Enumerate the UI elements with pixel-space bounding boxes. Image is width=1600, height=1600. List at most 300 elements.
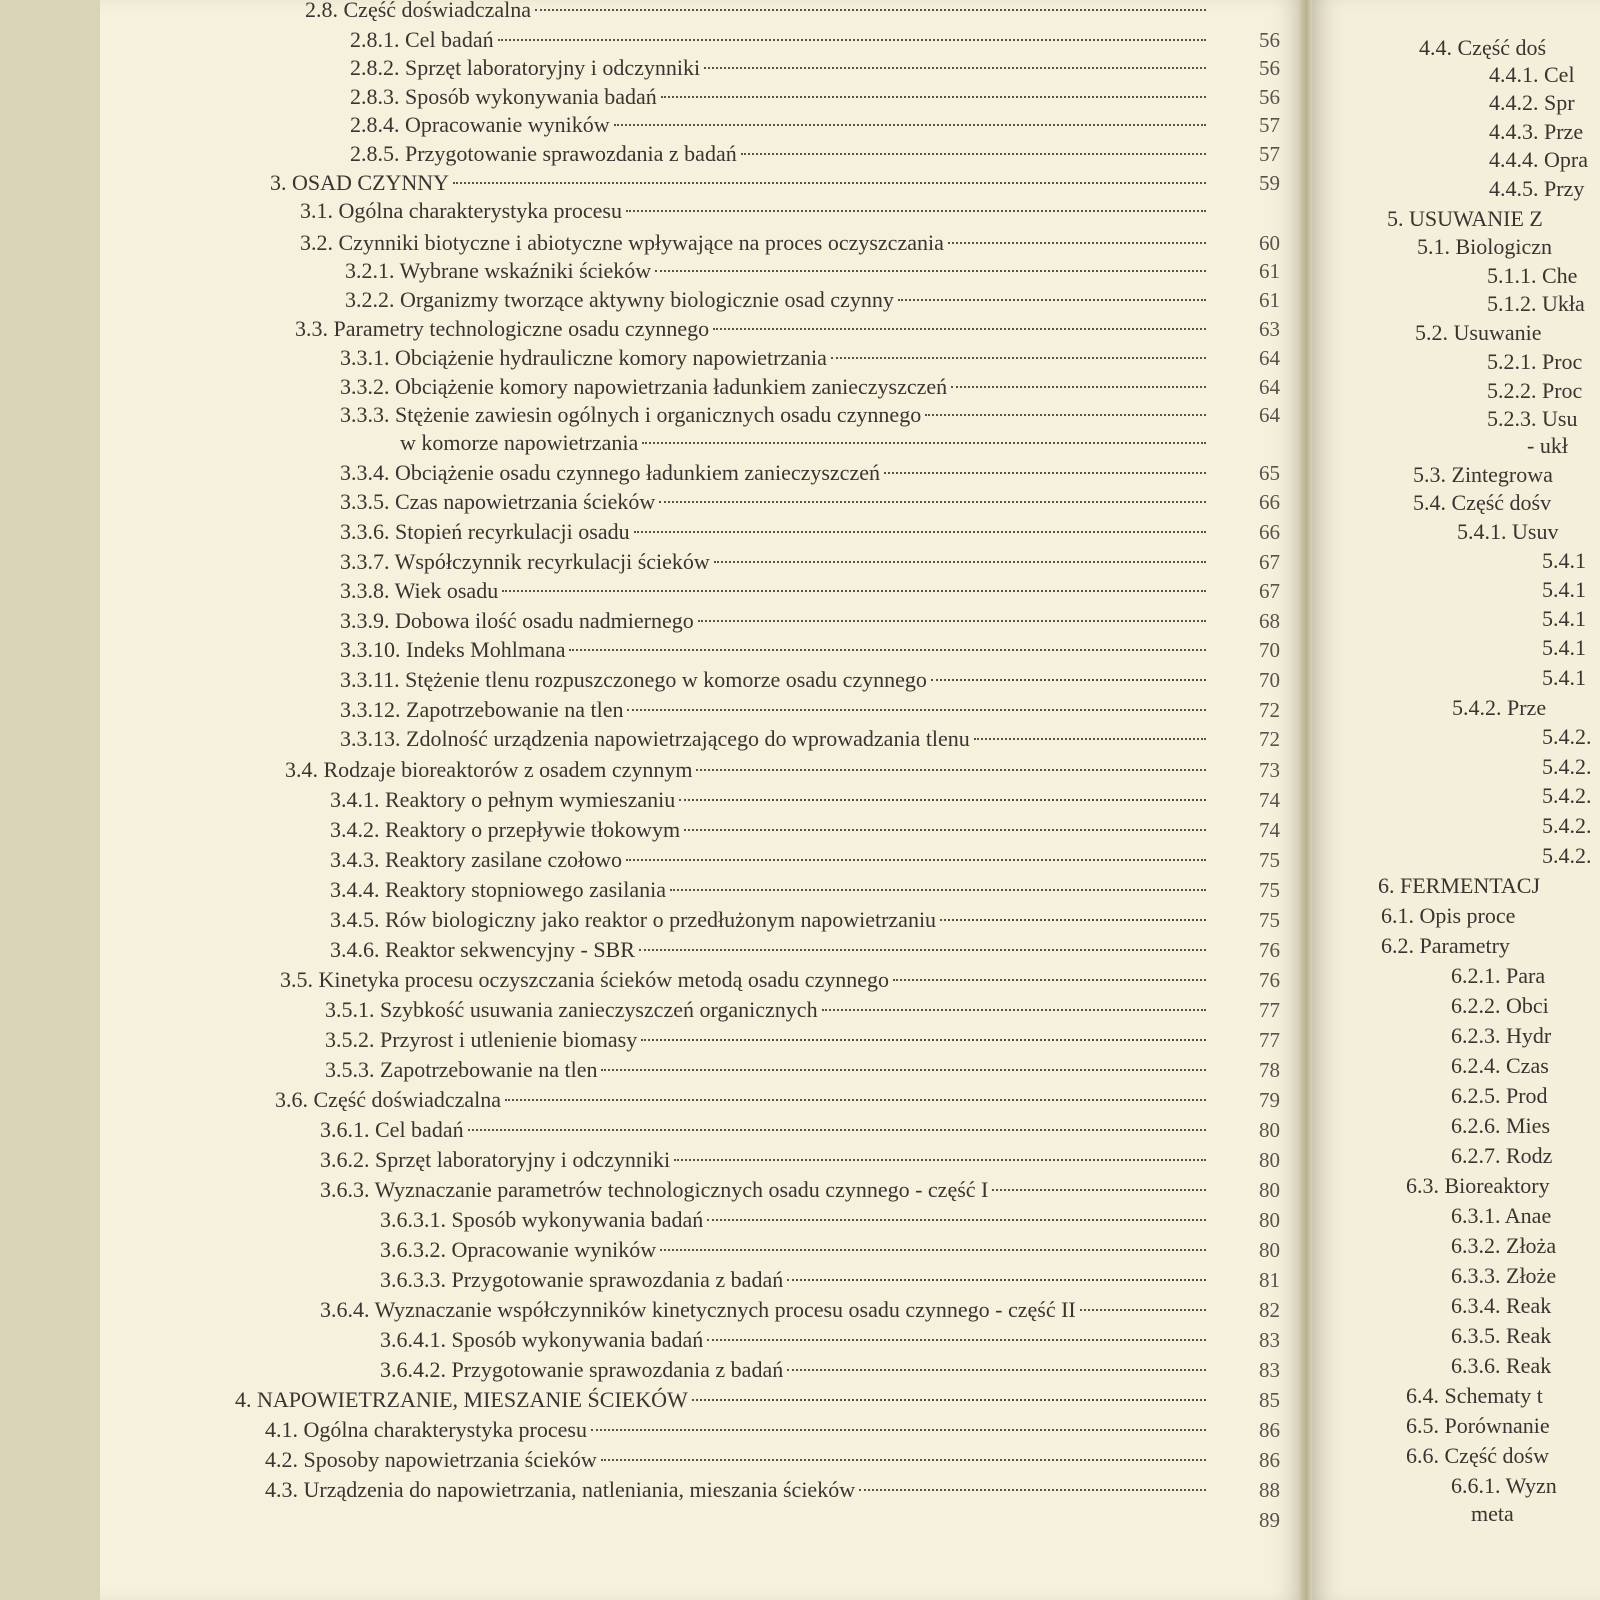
toc-entry-label: 3.4.3. Reaktory zasilane czołowo bbox=[330, 847, 623, 872]
toc-page-number: 74 bbox=[1259, 788, 1280, 812]
toc-entry bbox=[285, 755, 1280, 785]
toc-entry-label: 6.3.5. Reak bbox=[1451, 1323, 1552, 1348]
toc-entry-label: 6.2. Parametry bbox=[1381, 933, 1510, 958]
toc-entry bbox=[1417, 232, 1600, 262]
toc-entry bbox=[330, 935, 1280, 965]
toc-entry bbox=[400, 428, 1210, 458]
dot-leader bbox=[601, 1459, 1206, 1461]
dot-leader bbox=[627, 709, 1206, 711]
toc-page-number: 65 bbox=[1259, 461, 1280, 485]
toc-entry bbox=[1487, 376, 1600, 406]
dot-leader bbox=[974, 738, 1206, 740]
toc-entry bbox=[300, 196, 1210, 226]
toc-entry-label: 3.3. Parametry technologiczne osadu czynnego bbox=[295, 316, 710, 341]
toc-entry-label: 3.6.3. Wyznaczanie parametrów technologicznych osadu czynnego - część I bbox=[320, 1177, 989, 1202]
toc-entry bbox=[340, 724, 1280, 754]
toc-entry-label: 3.5.3. Zapotrzebowanie na tlen bbox=[325, 1057, 598, 1082]
toc-entry-label: 6.2.7. Rodz bbox=[1451, 1143, 1553, 1168]
toc-entry-label: 5.4. Część dośv bbox=[1413, 490, 1552, 515]
toc-entry bbox=[1406, 1441, 1600, 1471]
toc-entry-label: 3.5. Kinetyka procesu oczyszczania ścieków metodą osadu czynnego bbox=[280, 967, 890, 992]
toc-entry-label: 6.6.1. Wyzn bbox=[1451, 1473, 1557, 1498]
toc-entry bbox=[305, 0, 1210, 25]
toc-entry-label: 3.3.5. Czas napowietrzania ścieków bbox=[340, 489, 656, 514]
toc-entry-label: 5.4.1 bbox=[1542, 665, 1586, 690]
dot-leader bbox=[535, 9, 1206, 11]
toc-page-number: 75 bbox=[1259, 848, 1280, 872]
toc-page-number: 56 bbox=[1259, 85, 1280, 109]
dot-leader bbox=[626, 210, 1206, 212]
toc-entry bbox=[345, 256, 1280, 286]
toc-entry-label: 3.3.8. Wiek osadu bbox=[340, 578, 499, 603]
toc-entry-label: 5.4.1. Usuv bbox=[1457, 519, 1559, 544]
toc-entry bbox=[1452, 693, 1600, 723]
toc-entry-label: 2.8. Część doświadczalna bbox=[305, 0, 532, 22]
dot-leader bbox=[498, 39, 1206, 41]
toc-entry-label: 3.4.2. Reaktory o przepływie tłokowym bbox=[330, 817, 681, 842]
toc-entry-label: 6.3.2. Złoża bbox=[1451, 1233, 1557, 1258]
toc-entry bbox=[340, 635, 1280, 665]
dot-leader bbox=[714, 561, 1206, 563]
toc-entry bbox=[350, 82, 1280, 112]
toc-entry-label: 3.4.4. Reaktory stopniowego zasilania bbox=[330, 877, 667, 902]
dot-leader bbox=[634, 531, 1206, 533]
toc-entry-label: 2.8.3. Sposób wykonywania badań bbox=[350, 84, 657, 109]
toc-page-number: 66 bbox=[1259, 490, 1280, 514]
toc-entry-label: 2.8.4. Opracowanie wyników bbox=[350, 112, 610, 137]
dot-leader bbox=[639, 949, 1206, 951]
toc-entry-label: 4. NAPOWIETRZANIE, MIESZANIE ŚCIEKÓW bbox=[235, 1387, 688, 1412]
dot-leader bbox=[698, 620, 1206, 622]
toc-entry bbox=[1451, 1111, 1600, 1141]
dot-leader bbox=[787, 1279, 1206, 1281]
book-gutter bbox=[1300, 0, 1312, 1600]
toc-entry bbox=[320, 1295, 1280, 1325]
dot-leader bbox=[931, 679, 1206, 681]
dot-leader bbox=[468, 1129, 1206, 1131]
toc-entry bbox=[280, 965, 1280, 995]
toc-entry bbox=[330, 875, 1280, 905]
toc-entry-label: 4.1. Ogólna charakterystyka procesu bbox=[265, 1417, 587, 1442]
toc-entry bbox=[300, 228, 1280, 258]
dot-leader bbox=[741, 153, 1206, 155]
toc-page-number: 56 bbox=[1259, 56, 1280, 80]
toc-entry-label: 6.2.4. Czas bbox=[1451, 1053, 1549, 1078]
toc-entry bbox=[1406, 1411, 1600, 1441]
toc-entry bbox=[295, 314, 1280, 344]
toc-page-number: 64 bbox=[1259, 346, 1280, 370]
toc-entry bbox=[320, 1145, 1280, 1175]
toc-page-number: 75 bbox=[1259, 908, 1280, 932]
toc-entry-label: 3.3.3. Stężenie zawiesin ogólnych i organicznych osadu czynnego bbox=[340, 402, 922, 427]
toc-entry-label: 6.2.2. Obci bbox=[1451, 993, 1549, 1018]
toc-page-number: 80 bbox=[1259, 1208, 1280, 1232]
dot-leader bbox=[884, 472, 1206, 474]
toc-entry bbox=[320, 1115, 1280, 1145]
toc-entry bbox=[320, 1175, 1280, 1205]
toc-entry bbox=[1451, 991, 1600, 1021]
toc-page-number: 85 bbox=[1259, 1388, 1280, 1412]
toc-entry-label: 4.4.3. Prze bbox=[1489, 119, 1584, 144]
toc-entry bbox=[1457, 517, 1600, 547]
toc-entry-label: 5.1.1. Che bbox=[1487, 263, 1578, 288]
toc-entry bbox=[1542, 781, 1600, 811]
toc-entry-label: - ukł bbox=[1527, 433, 1568, 458]
dot-leader bbox=[692, 1399, 1206, 1401]
toc-entry bbox=[380, 1355, 1280, 1385]
toc-entry bbox=[340, 576, 1280, 606]
dot-leader bbox=[707, 1339, 1206, 1341]
toc-entry-label: 6.3.6. Reak bbox=[1451, 1353, 1552, 1378]
dot-leader bbox=[655, 270, 1206, 272]
toc-entry-label: 6.3.3. Złoże bbox=[1451, 1263, 1557, 1288]
toc-page-number: 80 bbox=[1259, 1148, 1280, 1172]
toc-entry bbox=[1487, 289, 1600, 319]
toc-entry-label: 4.2. Sposoby napowietrzania ścieków bbox=[265, 1447, 597, 1472]
dot-leader bbox=[661, 96, 1206, 98]
toc-entry-label: 3.2.2. Organizmy tworzące aktywny biologicznie osad czynny bbox=[345, 287, 894, 312]
toc-entry bbox=[1542, 752, 1600, 782]
toc-entry bbox=[380, 1205, 1280, 1235]
toc-page-number: 63 bbox=[1259, 317, 1280, 341]
dot-leader bbox=[1080, 1309, 1206, 1311]
dot-leader bbox=[898, 299, 1206, 301]
dot-leader bbox=[569, 649, 1206, 651]
toc-entry bbox=[1378, 871, 1600, 901]
right-page bbox=[1312, 0, 1600, 1600]
toc-page-number: 72 bbox=[1259, 727, 1280, 751]
toc-page-number: 70 bbox=[1259, 668, 1280, 692]
dot-leader bbox=[859, 1489, 1206, 1491]
toc-entry bbox=[340, 606, 1280, 636]
toc-entry-label: 3.4. Rodzaje bioreaktorów z osadem czynnym bbox=[285, 757, 693, 782]
dot-leader bbox=[822, 1009, 1206, 1011]
toc-entry bbox=[1489, 145, 1600, 175]
toc-entry-label: 3.5.2. Przyrost i utlenienie biomasy bbox=[325, 1027, 638, 1052]
toc-page-number: 57 bbox=[1259, 142, 1280, 166]
toc-entry bbox=[350, 139, 1280, 169]
toc-entry bbox=[1387, 204, 1600, 234]
dot-leader bbox=[641, 1039, 1206, 1041]
toc-entry bbox=[330, 785, 1280, 815]
toc-entry bbox=[1451, 1291, 1600, 1321]
toc-entry-label: 5.3. Zintegrowa bbox=[1413, 462, 1553, 487]
toc-entry bbox=[325, 995, 1280, 1025]
toc-entry bbox=[350, 53, 1280, 83]
toc-entry bbox=[1527, 431, 1600, 461]
toc-entry bbox=[1451, 1321, 1600, 1351]
toc-entry bbox=[1451, 961, 1600, 991]
toc-entry-label: 4.4.5. Przy bbox=[1489, 176, 1585, 201]
toc-page-number: 80 bbox=[1259, 1118, 1280, 1142]
toc-entry bbox=[340, 458, 1280, 488]
toc-entry bbox=[1413, 488, 1600, 518]
toc-entry bbox=[1487, 404, 1600, 434]
toc-entry bbox=[1381, 901, 1600, 931]
toc-entry-label: 5.4.1 bbox=[1542, 548, 1586, 573]
toc-entry bbox=[1487, 261, 1600, 291]
toc-entry bbox=[1406, 1381, 1600, 1411]
toc-entry-label: 3.6.4.1. Sposób wykonywania badań bbox=[380, 1327, 704, 1352]
dot-leader bbox=[831, 357, 1206, 359]
toc-entry bbox=[275, 1085, 1280, 1115]
toc-entry bbox=[1542, 722, 1600, 752]
dot-leader bbox=[660, 1249, 1206, 1251]
toc-entry-label: 3.3.6. Stopień recyrkulacji osadu bbox=[340, 519, 630, 544]
toc-page-number: 61 bbox=[1259, 259, 1280, 283]
toc-entry bbox=[265, 1415, 1280, 1445]
toc-entry bbox=[1471, 1499, 1600, 1529]
toc-page-number: 86 bbox=[1259, 1448, 1280, 1472]
toc-entry bbox=[340, 343, 1280, 373]
toc-entry-label: 3.6.2. Sprzęt laboratoryjny i odczynniki bbox=[320, 1147, 671, 1172]
toc-entry-label: 3. OSAD CZYNNY bbox=[270, 170, 450, 195]
toc-entry-label: 5.4.2. bbox=[1542, 724, 1592, 749]
toc-entry-label: 5.2.3. Usu bbox=[1487, 406, 1578, 431]
dot-leader bbox=[679, 799, 1206, 801]
toc-page-number: 79 bbox=[1259, 1088, 1280, 1112]
toc-entry-label: 3.3.10. Indeks Mohlmana bbox=[340, 637, 566, 662]
dot-leader bbox=[893, 979, 1206, 981]
toc-entry-label: 5.2. Usuwanie bbox=[1415, 320, 1542, 345]
toc-entry-label: 6.5. Porównanie bbox=[1406, 1413, 1550, 1438]
toc-entry-label: w komorze napowietrzania bbox=[400, 430, 639, 455]
toc-page-number: 82 bbox=[1259, 1298, 1280, 1322]
dot-leader bbox=[505, 1099, 1206, 1101]
dot-leader bbox=[951, 386, 1206, 388]
toc-entry bbox=[1489, 174, 1600, 204]
toc-entry-label: 5.4.1 bbox=[1542, 606, 1586, 631]
toc-entry-label: 6.2.1. Para bbox=[1451, 963, 1546, 988]
toc-page-number: 78 bbox=[1259, 1058, 1280, 1082]
toc-page-number: 83 bbox=[1259, 1358, 1280, 1382]
toc-entry bbox=[1542, 604, 1600, 634]
toc-page-number: 86 bbox=[1259, 1418, 1280, 1442]
toc-entry bbox=[235, 1385, 1280, 1415]
toc-entry-label: 3.3.1. Obciążenie hydrauliczne komory napowietrzania bbox=[340, 345, 827, 370]
toc-entry-label: 3.6.3.2. Opracowanie wyników bbox=[380, 1237, 657, 1262]
toc-entry bbox=[1406, 1171, 1600, 1201]
dot-leader bbox=[707, 1219, 1206, 1221]
toc-page-number: 66 bbox=[1259, 520, 1280, 544]
toc-entry bbox=[1489, 60, 1600, 90]
toc-entry-label: 4.3. Urządzenia do napowietrzania, natleniania, mieszania ścieków bbox=[265, 1477, 856, 1502]
toc-entry bbox=[1542, 575, 1600, 605]
toc-entry-label: 3.3.13. Zdolność urządzenia napowietrzającego do wprowadzania tlenu bbox=[340, 726, 970, 751]
toc-entry-label: 3.3.11. Stężenie tlenu rozpuszczonego w komorze osadu czynnego bbox=[340, 667, 927, 692]
toc-entry-label: 5.4.1 bbox=[1542, 635, 1586, 660]
dot-leader bbox=[787, 1369, 1206, 1371]
dot-leader bbox=[925, 414, 1206, 416]
toc-entry bbox=[1487, 347, 1600, 377]
toc-entry-label: 3.3.4. Obciążenie osadu czynnego ładunkiem zanieczyszczeń bbox=[340, 460, 880, 485]
toc-entry bbox=[1381, 931, 1600, 961]
toc-entry-label: 6.3.4. Reak bbox=[1451, 1293, 1552, 1318]
toc-page-number: 75 bbox=[1259, 878, 1280, 902]
toc-entry-label: 4.4.4. Opra bbox=[1489, 147, 1588, 172]
toc-entry bbox=[1451, 1081, 1600, 1111]
toc-entry bbox=[1542, 811, 1600, 841]
toc-entry bbox=[265, 1475, 1280, 1505]
toc-entry-label: 3.5.1. Szybkość usuwania zanieczyszczeń organicznych bbox=[325, 997, 818, 1022]
toc-entry bbox=[345, 285, 1280, 315]
toc-page-number: 80 bbox=[1259, 1238, 1280, 1262]
toc-entry-label: meta bbox=[1471, 1501, 1514, 1526]
toc-entry bbox=[330, 845, 1280, 875]
toc-entry-label: 3.2. Czynniki biotyczne i abiotyczne wpływające na proces oczyszczania bbox=[300, 230, 944, 255]
toc-entry bbox=[380, 1265, 1280, 1295]
toc-entry bbox=[1451, 1471, 1600, 1501]
toc-entry bbox=[1489, 117, 1600, 147]
toc-entry-label: 2.8.1. Cel badań bbox=[350, 27, 494, 52]
toc-page-number: 59 bbox=[1259, 171, 1280, 195]
toc-entry-label: 3.6. Część doświadczalna bbox=[275, 1087, 502, 1112]
toc-entry bbox=[1419, 33, 1600, 63]
toc-entry-label: 3.6.4.2. Przygotowanie sprawozdania z badań bbox=[380, 1357, 784, 1382]
toc-entry-label: 6.3.1. Anae bbox=[1451, 1203, 1552, 1228]
toc-entry-label: 6.1. Opis proce bbox=[1381, 903, 1516, 928]
toc-entry bbox=[350, 110, 1280, 140]
dot-leader bbox=[696, 769, 1206, 771]
toc-entry-label: 4.4.1. Cel bbox=[1489, 62, 1575, 87]
dot-leader bbox=[453, 182, 1206, 184]
dot-leader bbox=[502, 590, 1206, 592]
toc-entry bbox=[1413, 460, 1600, 490]
toc-entry-label: 5.4.2. Prze bbox=[1452, 695, 1547, 720]
toc-entry bbox=[330, 905, 1280, 935]
toc-entry bbox=[1489, 88, 1600, 118]
toc-entry-label: 5. USUWANIE Z bbox=[1387, 206, 1543, 231]
toc-page-number: 76 bbox=[1259, 968, 1280, 992]
toc-entry-label: 2.8.5. Przygotowanie sprawozdania z badań bbox=[350, 141, 737, 166]
toc-entry bbox=[340, 665, 1280, 695]
toc-entry bbox=[1451, 1201, 1600, 1231]
toc-entry bbox=[1451, 1021, 1600, 1051]
toc-entry-label: 3.6.1. Cel badań bbox=[320, 1117, 464, 1142]
toc-entry bbox=[325, 1025, 1280, 1055]
toc-page-number: 76 bbox=[1259, 938, 1280, 962]
toc-page-number: 80 bbox=[1259, 1178, 1280, 1202]
toc-entry bbox=[1451, 1051, 1600, 1081]
toc-entry bbox=[265, 1505, 1280, 1535]
toc-entry-label: 6.4. Schematy t bbox=[1406, 1383, 1543, 1408]
toc-entry-label: 3.3.12. Zapotrzebowanie na tlen bbox=[340, 697, 624, 722]
toc-entry-label: 3.1. Ogólna charakterystyka procesu bbox=[300, 198, 622, 223]
toc-entry-label: 6.2.3. Hydr bbox=[1451, 1023, 1552, 1048]
toc-page-number: 81 bbox=[1259, 1268, 1280, 1292]
toc-entry-label: 3.3.2. Obciążenie komory napowietrzania ładunkiem zanieczyszczeń bbox=[340, 374, 948, 399]
toc-entry bbox=[1451, 1351, 1600, 1381]
toc-entry bbox=[340, 487, 1280, 517]
dot-leader bbox=[674, 1159, 1206, 1161]
toc-page-number: 74 bbox=[1259, 818, 1280, 842]
toc-entry bbox=[1542, 663, 1600, 693]
dot-leader bbox=[670, 889, 1206, 891]
toc-entry-label: 3.4.1. Reaktory o pełnym wymieszaniu bbox=[330, 787, 676, 812]
toc-entry-label: 6. FERMENTACJ bbox=[1378, 873, 1541, 898]
toc-entry-label: 2.8.2. Sprzęt laboratoryjny i odczynniki bbox=[350, 55, 701, 80]
toc-entry bbox=[1542, 546, 1600, 576]
toc-page-number: 77 bbox=[1259, 998, 1280, 1022]
toc-page-number: 77 bbox=[1259, 1028, 1280, 1052]
toc-entry bbox=[380, 1235, 1280, 1265]
toc-page-number: 60 bbox=[1259, 231, 1280, 255]
toc-entry bbox=[340, 517, 1280, 547]
toc-entry-label: 5.1.2. Ukła bbox=[1487, 291, 1585, 316]
dot-leader bbox=[642, 442, 1206, 444]
dot-leader bbox=[704, 67, 1206, 69]
toc-entry bbox=[330, 815, 1280, 845]
toc-entry bbox=[340, 695, 1280, 725]
toc-page-number: 61 bbox=[1259, 288, 1280, 312]
toc-entry-label: 5.4.1 bbox=[1542, 577, 1586, 602]
dot-leader bbox=[992, 1189, 1206, 1191]
dot-leader bbox=[684, 829, 1206, 831]
toc-page-number: 68 bbox=[1259, 609, 1280, 633]
toc-entry-label: 3.6.4. Wyznaczanie współczynników kinetycznych procesu osadu czynnego - część II bbox=[320, 1297, 1076, 1322]
toc-entry-label: 6.6. Część dośw bbox=[1406, 1443, 1549, 1468]
dot-leader bbox=[591, 1429, 1206, 1431]
toc-entry-label: 6.2.6. Mies bbox=[1451, 1113, 1550, 1138]
toc-entry-label: 6.3. Bioreaktory bbox=[1406, 1173, 1550, 1198]
toc-entry bbox=[340, 547, 1280, 577]
dot-leader bbox=[601, 1069, 1206, 1071]
toc-page-number: 88 bbox=[1259, 1478, 1280, 1502]
toc-page-number: 57 bbox=[1259, 113, 1280, 137]
toc-entry bbox=[340, 372, 1280, 402]
toc-page-number: 56 bbox=[1259, 28, 1280, 52]
toc-entry-label: 6.2.5. Prod bbox=[1451, 1083, 1548, 1108]
toc-entry-label: 5.2.2. Proc bbox=[1487, 378, 1583, 403]
toc-entry bbox=[265, 1445, 1280, 1475]
dot-leader bbox=[713, 328, 1206, 330]
toc-entry bbox=[1542, 633, 1600, 663]
toc-entry-label: 4.4.2. Spr bbox=[1489, 90, 1575, 115]
toc-entry-label: 5.4.2. bbox=[1542, 813, 1592, 838]
toc-entry-label: 3.2.1. Wybrane wskaźniki ścieków bbox=[345, 258, 652, 283]
toc-entry-label: 3.3.7. Współczynnik recyrkulacji ścieków bbox=[340, 549, 710, 574]
toc-page-number: 64 bbox=[1259, 375, 1280, 399]
toc-entry bbox=[270, 168, 1280, 198]
toc-entry-label: 3.6.3.1. Sposób wykonywania badań bbox=[380, 1207, 704, 1232]
dot-leader bbox=[626, 859, 1206, 861]
toc-page-number: 67 bbox=[1259, 579, 1280, 603]
dot-leader bbox=[948, 242, 1206, 244]
toc-entry-label: 5.1. Biologiczn bbox=[1417, 234, 1553, 259]
toc-page-number: 72 bbox=[1259, 698, 1280, 722]
toc-page-number: 89 bbox=[1259, 1508, 1280, 1532]
toc-entry bbox=[340, 400, 1280, 430]
toc-entry bbox=[350, 25, 1280, 55]
toc-page-number: 67 bbox=[1259, 550, 1280, 574]
toc-entry bbox=[1415, 318, 1600, 348]
toc-entry bbox=[325, 1055, 1280, 1085]
toc-entry bbox=[380, 1325, 1280, 1355]
dot-leader bbox=[659, 501, 1206, 503]
left-page bbox=[100, 0, 1305, 1600]
toc-entry-label: 3.4.5. Rów biologiczny jako reaktor o przedłużonym napowietrzaniu bbox=[330, 907, 937, 932]
toc-entry bbox=[1451, 1231, 1600, 1261]
toc-entry-label: 3.4.6. Reaktor sekwencyjny - SBR bbox=[330, 937, 635, 962]
toc-entry-label: 4.4. Część doś bbox=[1419, 35, 1547, 60]
toc-entry-label: 5.4.2. bbox=[1542, 783, 1592, 808]
toc-page-number: 83 bbox=[1259, 1328, 1280, 1352]
toc-page-number: 73 bbox=[1259, 758, 1280, 782]
toc-entry-label: 5.2.1. Proc bbox=[1487, 349, 1583, 374]
dot-leader bbox=[614, 124, 1206, 126]
toc-entry-label: 3.3.9. Dobowa ilość osadu nadmiernego bbox=[340, 608, 694, 633]
toc-entry-label: 5.4.2. bbox=[1542, 843, 1592, 868]
